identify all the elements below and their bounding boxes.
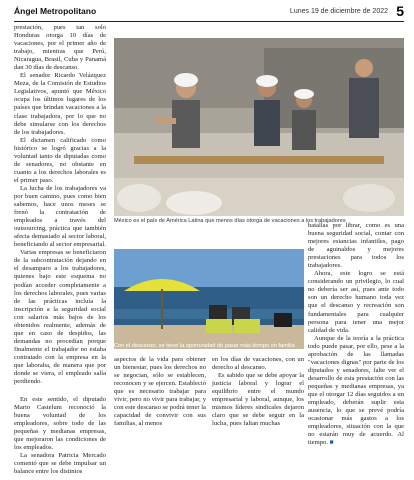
workers-photo-illustration: [114, 38, 404, 216]
paragraph: Ahora, este logro se está considerando un privilegio, lo cual no debería ser así, pues ante todo son un derecho humano toda vez que el descanso y recreación son fundamentales para cualquier persona para tener una mejor calidad de vida.: [308, 270, 404, 334]
paragraph: El senador Ricardo Velázquez Meza, de la Comisión de Estudios Legislativos, apuntó que México ocupa los últimos lugares de los países que brindan vacaciones a la clase trabajadora, por lo que no debe simularse con los derechos de los trabajadores.: [14, 72, 106, 136]
article-column-2: [114, 356, 206, 474]
paragraph: prestación, pues tan solo Honduras otorga 10 días de vacaciones, por el primer año de trabajo, mientras que Perú, Nicaragua, Brasil, Cuba y Panamá dan 30 días de descanso.: [14, 24, 106, 72]
paragraph: aspectos de la vida para obtener un bienestar, pues los derechos no se negocian, sólo se establecen, reconocen y se ejercen. Estableció que es necesario trabajar para vivir, pero no vivir para trabajar, y con este descanso se podrá tener la capacidad de convivir con sus familias, al menos: [114, 356, 206, 428]
paragraph-text: Aunque de la teoría a la práctica todo puede pasar, por ello, pese a la aprobación de las llamadas "vacaciones dignas" por parte de los diputados y senadores, falte ver el desarrollo de esta prestación con las pequeñas y medianas empresas, ya que el otorgar 12 días seguidos a un empleado, deberán suplir esta ausencia, lo que se prevé podría ocasionar más gastos a los empleadores, situación con la que no estarán muy de acuerdo. Al tiempo.: [308, 334, 404, 447]
beach-photo-caption: Con el descanso, se tiene la oportunidad de pasar más tiempo en familia: [114, 343, 295, 349]
article-column-4: [308, 222, 404, 472]
workers-photo-caption: México es el país de América Latina que menos días otorga de vacaciones a los trabajadores: [114, 218, 346, 224]
paragraph: En este sentido, el diputado Mario Castelum reconoció la buena voluntad de los empleadores, sobre todo de las pequeñas y medianas empresas, que mejoraron las condiciones de los empleados.: [14, 396, 106, 452]
article-column-1-tail: [14, 396, 106, 474]
beach-photo: [114, 249, 304, 349]
paragraph: en los días de vacaciones, con un derecho al descanso.: [212, 356, 304, 372]
end-of-article-mark: ■: [329, 439, 334, 447]
publication-name: Ángel Metropolitano: [14, 6, 97, 16]
page-header: [14, 4, 404, 22]
beach-photo-illustration: [114, 249, 304, 349]
page-number: 5: [396, 3, 404, 19]
paragraph: La lucha de los trabajadores va por buen camino, pues como bien sabemos, hace unos meses se frenó la contratación de empleados a través del outsourcing, práctica que también afecta demasiado al sector laboral, beneficiando al sector empresarial.: [14, 184, 106, 249]
paragraph: El dictamen calificado como histórico se logró gracias a la voluntad tanto de diputadas como de senadores, no obstante en cuanto a los derechos laborales es el primer paso.: [14, 136, 106, 184]
paragraph: batallas por librar, como es una buena seguridad social, contar con mejores estancias infantiles, pago de aguinaldos y mejores prestaciones para todos los trabajadores.: [308, 222, 404, 270]
publication-date: Lunes 19 de diciembre de 2022: [289, 8, 388, 15]
article-column-3: [212, 356, 304, 474]
workers-photo: [114, 38, 404, 216]
article-column-1: [14, 24, 106, 394]
paragraph: Es sabido que se debe apoyar la justicia laboral y lograr el equilibrio entre el mundo empresarial y laboral, aunque, los mismos líderes sindicales dejaron claro que se debe seguir en la lucha, pues faltan muchas: [212, 372, 304, 428]
paragraph: Varias empresas se beneficiaron de la subcontratación dejando en el desamparo a los trabajadores, quienes bajo este esquema no podían acceder completamente a los derechos laborales, pues varias de las prácticas incluía la inscripción a la seguridad social con salarios más bajos de los obtenidos realmente, además de que en caso de despidos, las demandas no procedían porque finalmente el trabajador no estaba contratado con la empresa en la que laboraba, de manera que por donde se viera, el empleado salía perdiendo.: [14, 249, 106, 386]
paragraph: [308, 335, 404, 448]
paragraph: La senadora Patricia Mercado comentó que se debe impulsar un balance entre los distintos: [14, 452, 106, 474]
